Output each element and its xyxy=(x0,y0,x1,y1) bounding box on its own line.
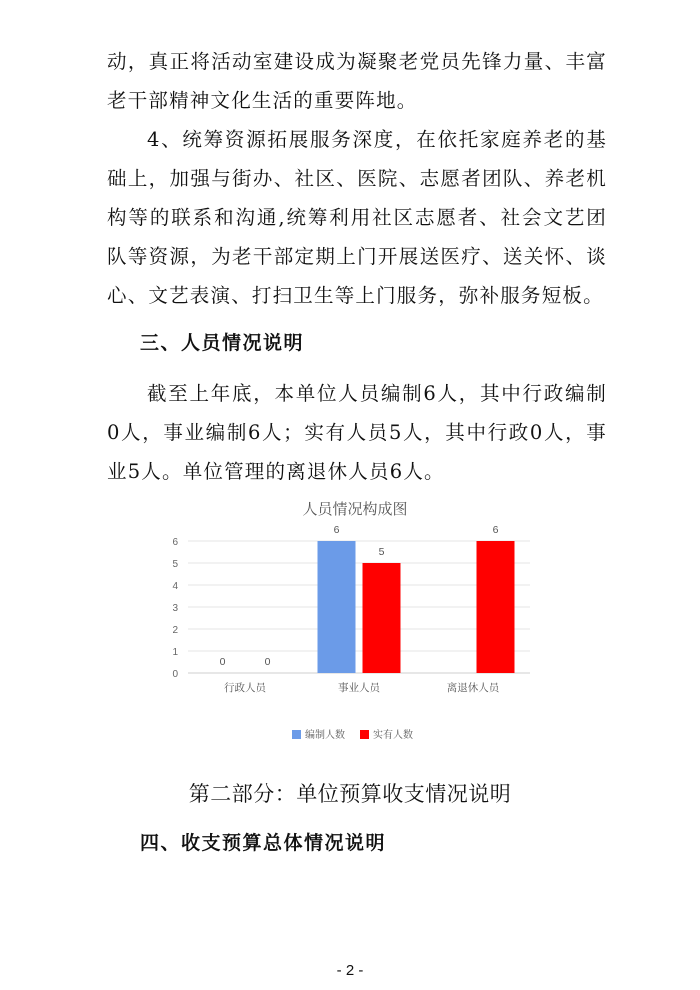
legend-label: 编制人数 xyxy=(305,730,345,741)
staff-chart xyxy=(160,492,540,757)
y-tick-label: 0 xyxy=(172,669,178,680)
chart-title: 人员情况构成图 xyxy=(302,501,408,518)
y-tick-label: 3 xyxy=(172,603,178,614)
page-number: - 2 - xyxy=(336,962,364,979)
y-tick-label: 2 xyxy=(172,625,178,636)
bar xyxy=(477,541,515,673)
y-tick-label: 5 xyxy=(172,559,178,570)
legend-label: 实有人数 xyxy=(373,730,413,741)
data-label: 0 xyxy=(219,656,226,668)
data-label: 6 xyxy=(333,524,340,536)
x-tick-label: 离退休人员 xyxy=(446,682,500,694)
paragraph-continuation: 动，真正将活动室建设成为凝聚老党员先锋力量、丰富老干部精神文化生活的重要阵地。 xyxy=(107,50,607,112)
data-label: 6 xyxy=(492,524,499,536)
bar xyxy=(363,563,401,673)
y-tick-label: 1 xyxy=(172,647,178,658)
y-tick-label: 4 xyxy=(172,581,178,592)
paragraph-item-4: 4、统筹资源拓展服务深度，在依托家庭养老的基础上，加强与街办、社区、医院、志愿者团队、养老机构等的联系和沟通,统筹利用社区志愿者、社会文艺团队等资源，为老干部定期上门开展送医疗、送关怀、谈心、文艺表演、打扫卫生等上门服务，弥补服务短板。 xyxy=(107,128,607,307)
part-title: 第二部分：单位预算收支情况说明 xyxy=(188,782,512,806)
legend-swatch xyxy=(292,730,301,739)
section-heading-4: 四、收支预算总体情况说明 xyxy=(140,832,387,854)
bar xyxy=(318,541,356,673)
paragraph-staffing: 截至上年底，本单位人员编制6人，其中行政编制0人，事业编制6人；实有人员5人，其中行政0人，事业5人。单位管理的离退休人员6人。 xyxy=(107,382,607,483)
y-tick-label: 6 xyxy=(172,537,178,548)
x-tick-label: 事业人员 xyxy=(338,682,380,694)
legend-swatch xyxy=(360,730,369,739)
x-tick-label: 行政人员 xyxy=(224,682,266,694)
data-label: 0 xyxy=(264,656,271,668)
section-heading-3: 三、人员情况说明 xyxy=(140,332,305,354)
data-label: 5 xyxy=(378,546,385,558)
